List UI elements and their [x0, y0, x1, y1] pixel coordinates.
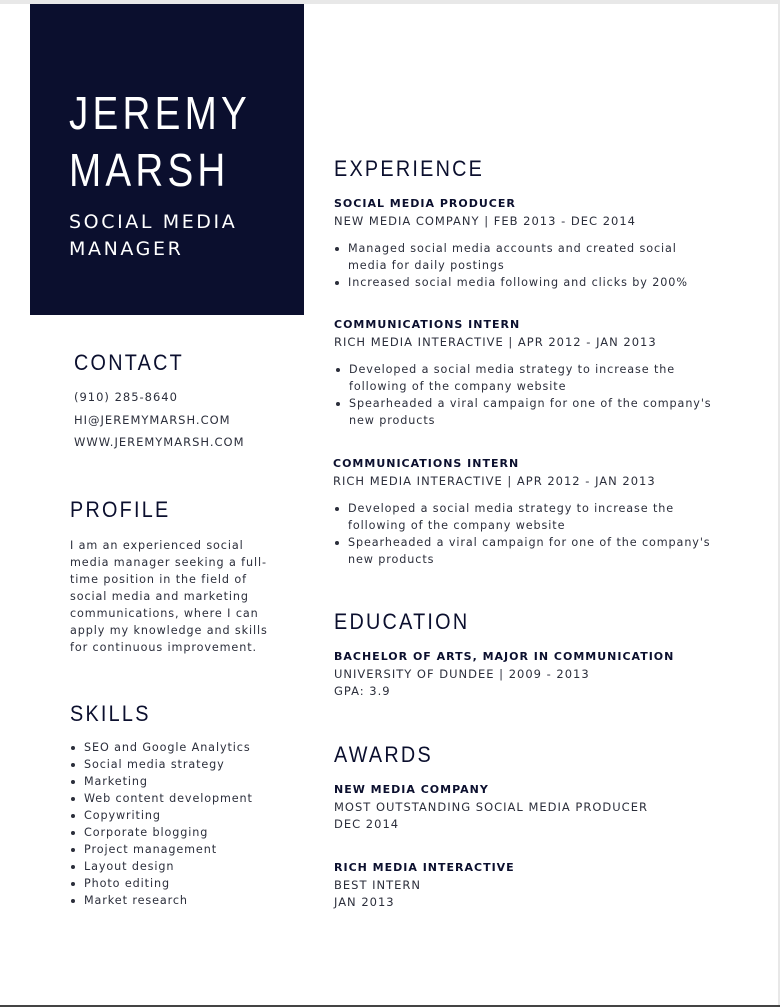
experience-heading: EXPERIENCE — [334, 156, 485, 181]
job-bullet: Increased social media following and clicks by 200% — [334, 274, 688, 291]
education-degree: BACHELOR OF ARTS, MAJOR IN COMMUNICATION — [334, 650, 675, 663]
job-3-company-dates: RICH MEDIA INTERACTIVE | APR 2012 - JAN 2013 — [333, 474, 656, 488]
skills-heading: SKILLS — [70, 701, 151, 726]
award-1-title: MOST OUTSTANDING SOCIAL MEDIA PRODUCER — [334, 800, 648, 814]
contact-website: WWW.JEREMYMARSH.COM — [74, 435, 245, 449]
skill-item: Photo editing — [70, 875, 253, 892]
skill-item: Social media strategy — [70, 756, 253, 773]
job-1-bullets — [334, 240, 688, 291]
education-heading: EDUCATION — [334, 609, 470, 634]
contact-phone: (910) 285-8640 — [74, 390, 178, 404]
job-bullet: Managed social media accounts and created social media for daily postings — [334, 240, 688, 274]
award-1-org: NEW MEDIA COMPANY — [334, 783, 489, 796]
skills-list — [70, 739, 253, 909]
education-school-dates: UNIVERSITY OF DUNDEE | 2009 - 2013 — [334, 667, 590, 681]
award-2-org: RICH MEDIA INTERACTIVE — [334, 861, 515, 874]
profile-line: social media and marketing — [70, 590, 249, 603]
skill-item: Layout design — [70, 858, 253, 875]
contact-email: HI@JEREMYMARSH.COM — [74, 413, 231, 427]
award-2-title: BEST INTERN — [334, 878, 422, 892]
profile-line: media manager seeking a full- — [70, 556, 267, 569]
profile-line: I am an experienced social — [70, 539, 244, 552]
award-2-date: JAN 2013 — [334, 895, 395, 909]
job-bullet: Spearheaded a viral campaign for one of the company's new products — [334, 534, 711, 568]
job-bullet: Spearheaded a viral campaign for one of the company's new products — [335, 395, 712, 429]
contact-heading: CONTACT — [74, 350, 184, 375]
job-3-role: COMMUNICATIONS INTERN — [333, 457, 520, 470]
profile-line: for continuous improvement. — [70, 641, 257, 654]
first-name: JEREMY — [69, 87, 251, 139]
job-1-company-dates: NEW MEDIA COMPANY | FEB 2013 - DEC 2014 — [334, 214, 636, 228]
job-bullet: Developed a social media strategy to increase the following of the company website — [335, 361, 712, 395]
profile-line: time position in the field of — [70, 573, 247, 586]
skill-item: Web content development — [70, 790, 253, 807]
awards-heading: AWARDS — [334, 742, 433, 767]
profile-text — [70, 537, 275, 656]
job-2-role: COMMUNICATIONS INTERN — [334, 318, 521, 331]
skill-item: Marketing — [70, 773, 253, 790]
profile-line: communications, where I can — [70, 607, 259, 620]
last-name: MARSH — [69, 144, 230, 196]
job-3-bullets — [334, 500, 711, 568]
resume-page — [0, 4, 778, 1005]
skill-item: Project management — [70, 841, 253, 858]
job-bullet: Developed a social media strategy to increase the following of the company website — [334, 500, 711, 534]
award-1-date: DEC 2014 — [334, 817, 400, 831]
job-2-bullets — [335, 361, 712, 429]
skill-item: SEO and Google Analytics — [70, 739, 253, 756]
profile-line: apply my knowledge and skills — [70, 624, 268, 637]
skill-item: Copywriting — [70, 807, 253, 824]
skill-item: Corporate blogging — [70, 824, 253, 841]
name-banner — [30, 4, 304, 315]
skill-item: Market research — [70, 892, 253, 909]
job-title-line-1: SOCIAL MEDIA — [69, 211, 238, 233]
job-2-company-dates: RICH MEDIA INTERACTIVE | APR 2012 - JAN 2013 — [334, 335, 657, 349]
job-1-role: SOCIAL MEDIA PRODUCER — [334, 197, 516, 210]
education-gpa: GPA: 3.9 — [334, 684, 391, 698]
profile-heading: PROFILE — [70, 497, 171, 522]
job-title-line-2: MANAGER — [69, 238, 184, 260]
